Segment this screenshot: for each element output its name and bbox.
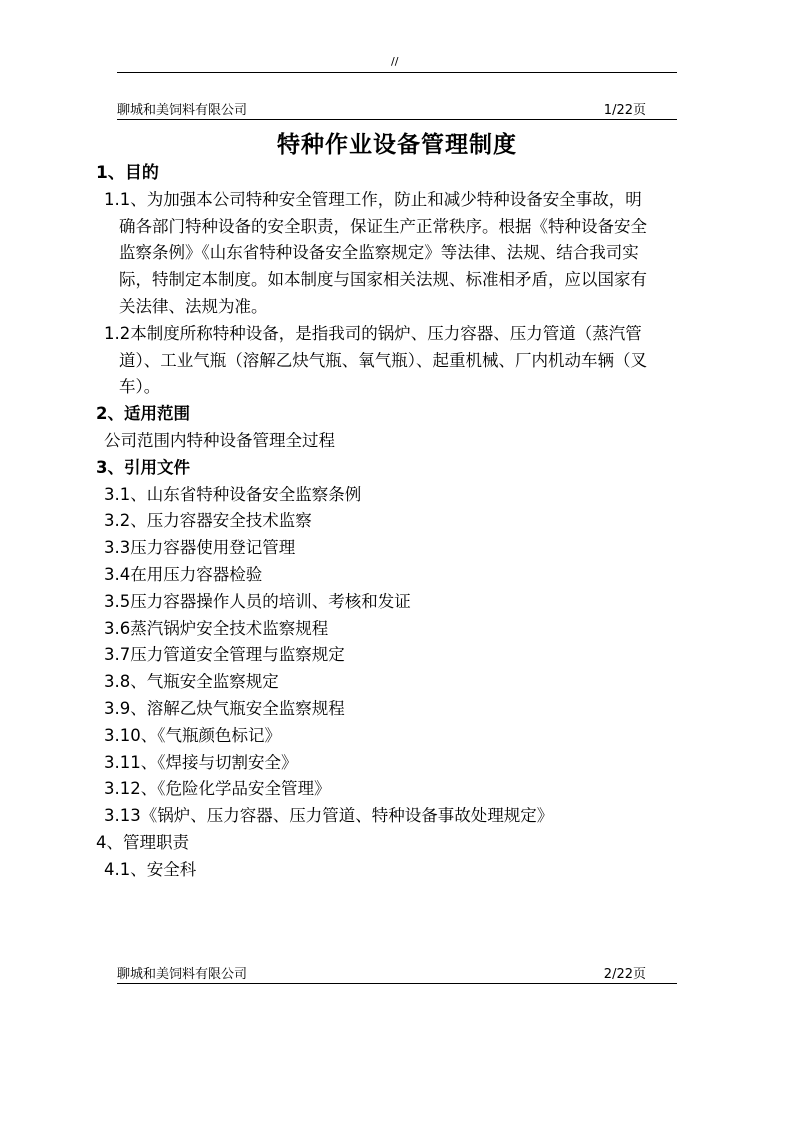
section-4-item: 4.1、安全科 [104, 859, 197, 879]
section-1-1-line: 关法律、法规为准。 [119, 296, 268, 316]
reference-item: 3.9、溶解乙炔气瓶安全监察规程 [104, 698, 345, 718]
section-3-heading: 3、引用文件 [96, 457, 190, 477]
footer-rule [117, 983, 677, 984]
reference-item: 3.5压力容器操作人员的培训、考核和发证 [104, 591, 411, 611]
reference-item: 3.4在用压力容器检验 [104, 564, 263, 584]
document-body [96, 160, 716, 884]
section-4-heading: 4、管理职责 [96, 832, 189, 852]
section-1-2-line: 车）。 [119, 377, 161, 397]
section-1-heading: 1、目的 [96, 163, 159, 183]
footer-company-name: 聊城和美饲料有限公司 [117, 967, 248, 982]
reference-item: 3.1、山东省特种设备安全监察条例 [104, 484, 362, 504]
header-bottom-rule [117, 119, 677, 120]
reference-item: 3.7压力管道安全管理与监察规定 [104, 645, 345, 665]
reference-item: 3.6蒸汽锅炉安全技术监察规程 [104, 618, 329, 638]
reference-item: 3.10、《气瓶颜色标记》 [104, 725, 281, 745]
reference-item: 3.8、气瓶安全监察规定 [104, 672, 279, 692]
header-top-rule [117, 72, 677, 73]
top-mark: // [391, 55, 399, 68]
section-1-1-line: 际，特制定本制度。如本制度与国家相关法规、标准相矛盾，应以国家有 [119, 270, 647, 290]
section-1-1-line: 监察条例》《山东省特种设备安全监察规定》等法律、法规、结合我司实 [119, 243, 639, 263]
header-company-name: 聊城和美饲料有限公司 [117, 103, 248, 118]
section-2-text: 公司范围内特种设备管理全过程 [104, 430, 335, 450]
document-title: 特种作业设备管理制度 [277, 132, 517, 158]
header-page-number: 1/22页 [603, 103, 646, 118]
section-1-2-line: 道）、工业气瓶（溶解乙炔气瓶、氧气瓶）、起重机械、厂内机动车辆（叉 [119, 350, 647, 370]
footer-page-number: 2/22页 [603, 967, 646, 982]
reference-item: 3.3压力容器使用登记管理 [104, 538, 296, 558]
section-2-heading: 2、适用范围 [96, 404, 190, 424]
section-1-2-line: 1.2本制度所称特种设备，是指我司的锅炉、压力容器、压力管道（蒸汽管 [104, 323, 642, 343]
section-1-1-line: 确各部门特种设备的安全职责，保证生产正常秩序。根据《特种设备安全 [119, 216, 647, 236]
reference-item: 3.12、《危险化学品安全管理》 [104, 779, 331, 799]
reference-item: 3.11、《焊接与切割安全》 [104, 752, 298, 772]
reference-item: 3.2、压力容器安全技术监察 [104, 511, 312, 531]
reference-item: 3.13《锅炉、压力容器、压力管道、特种设备事故处理规定》 [104, 806, 554, 826]
section-1-1-line: 1.1、为加强本公司特种安全管理工作，防止和减少特种设备安全事故，明 [104, 189, 642, 209]
